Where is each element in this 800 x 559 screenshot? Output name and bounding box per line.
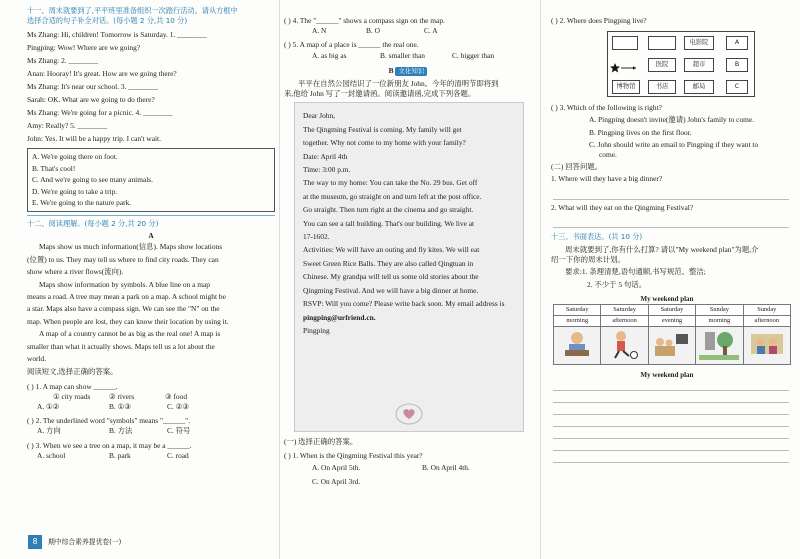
option: A. as big as	[312, 50, 347, 60]
column-right	[551, 6, 783, 474]
section-b-label: B	[388, 65, 394, 75]
column-divider	[540, 0, 541, 559]
answer-line	[553, 227, 789, 228]
route-map	[607, 31, 755, 97]
map-option-a: A	[726, 36, 748, 50]
passage-line: Maps show information by symbols. A blue line on a map	[39, 279, 210, 289]
question-1: ( ) 1. A map can show ______.	[27, 381, 118, 391]
question-3: ( ) 3. When we see a tree on a map, it may be a ______.	[27, 440, 192, 450]
question-2c: ( ) 2. Where does Pingping live?	[551, 16, 647, 25]
plan-time: afternoon	[743, 316, 790, 327]
answer-question-2: 2. What will they eat on the Qingming Festival?	[551, 202, 694, 212]
plan-day: Saturday	[648, 305, 695, 316]
dialogue-line: Pingping: Wow! Where are we going?	[27, 43, 141, 53]
column-divider	[279, 0, 280, 559]
section-b-header	[284, 66, 532, 76]
optbox-line: C. And we're going to see many animals.	[32, 175, 153, 185]
dialogue-line: Sarah: OK. What are we going to do there?	[27, 95, 155, 105]
passage-line: means a road. A tree may mean a park on a map. A school might be	[27, 291, 226, 301]
option: ③ food	[165, 391, 188, 401]
optbox-line: D. We're going to take a trip.	[32, 186, 118, 196]
writing-line	[553, 462, 789, 463]
soccer-picture-icon	[601, 327, 648, 365]
question-1-options	[37, 402, 275, 412]
passage-line: show where a river flows(流向).	[27, 267, 124, 277]
option: A. Pingping doesn't invite(邀请) John's family to come.	[589, 115, 755, 125]
intro-text: 平平在自然公园结识了一位新朋友 John。今年的清明节即将到	[298, 79, 499, 89]
option: A. school	[37, 450, 66, 460]
writing-line	[553, 426, 789, 427]
map-hospital: 医院	[648, 58, 676, 72]
option: ② rivers	[109, 391, 135, 401]
passage-line: map. When people are lost, they can know their location by using it.	[27, 316, 229, 326]
option: A. On April 5th.	[312, 462, 361, 472]
plan-time: morning	[554, 316, 601, 327]
passage-line: a star. Maps also have a compass sign. We can see the "N" on the	[27, 304, 220, 314]
passage-line: world.	[27, 353, 47, 363]
passage-line: smaller than what it actually shows. Maps tell us a lot about the	[27, 341, 215, 351]
question-instruction: 阅读短文,选择正确的答案。	[27, 367, 118, 377]
optbox-line: A. We're going there on foot.	[32, 152, 118, 162]
plan-time: evening	[648, 316, 695, 327]
optbox-line: B. That's cool!	[32, 163, 76, 173]
map-supermarket: 超市	[684, 58, 714, 72]
plan-day: Saturday	[601, 305, 648, 316]
writing-prompt-cont: 绍一下你的周末计划。	[551, 255, 625, 265]
letter-line: at the museum, go straight on and turn left at the post office.	[303, 191, 482, 201]
passage-label: A	[148, 231, 154, 241]
passage	[27, 241, 275, 365]
page-number: 8	[28, 535, 42, 549]
letter-line: pingping@urfriend.cn.	[303, 312, 376, 322]
writing-line	[553, 450, 789, 451]
option: B. park	[109, 450, 131, 460]
reading-picture-icon	[554, 327, 601, 365]
passage-line: A map of a country cannot be as big as the real one! A map is	[39, 329, 221, 339]
letter-line: 17-1602.	[303, 232, 330, 242]
part-2-title: (二) 回答问题。	[551, 162, 603, 172]
intro-text-cont: 来,他给 John 写了一封邀请函。阅读邀请函,完成下列各题。	[284, 89, 476, 99]
letter-line: Chinese. My grandpa will tell us some old stories about the	[303, 272, 479, 282]
question-1-items	[53, 392, 275, 402]
writing-line	[553, 402, 789, 403]
dialogue-line: John: Yes. It will be a happy trip. I can't wait.	[27, 134, 161, 144]
section-divider	[27, 215, 275, 216]
option: A. N	[312, 26, 327, 36]
map-blank-building	[648, 36, 676, 50]
plan-days-row	[554, 305, 791, 316]
map-option-c: C	[726, 80, 748, 94]
footer-title: 期中综合素养提优卷(一)	[48, 538, 122, 546]
question-4-options	[312, 26, 532, 36]
invitation-letter	[294, 102, 524, 432]
plan-day: Sunday	[743, 305, 790, 316]
question-5: ( ) 5. A map of a place is ______ the real one.	[284, 40, 419, 50]
question-3c: ( ) 3. Which of the following is right?	[551, 103, 662, 113]
plan-day: Sunday	[696, 305, 743, 316]
option: A. 方向	[37, 426, 61, 436]
dialogue-line: Anan: Hooray! It's great. How are we going there?	[27, 69, 177, 79]
option: C. John should write an email to Pingping if they want to	[589, 139, 759, 149]
option: A. ①②	[37, 401, 60, 411]
writing-prompt: 周末就要到了,你有什么打算? 请以"My weekend plan"为题,介	[565, 245, 759, 255]
question-5-options	[312, 51, 532, 61]
map-cinema: 电影院	[684, 36, 714, 50]
plan-table-title: My weekend plan	[640, 294, 694, 303]
question-4: ( ) 4. The "______" shows a compass sign on the map.	[284, 16, 445, 25]
option: C. road	[167, 450, 189, 460]
letter-line: You can see a tall building. That's our building. We live at	[303, 218, 475, 228]
answer-line	[553, 199, 789, 200]
dialogue	[27, 28, 275, 145]
letter-line: Pingping	[303, 325, 330, 335]
option: C. On April 3rd.	[312, 477, 361, 487]
plan-times-row	[554, 316, 791, 327]
shopping-picture-icon	[743, 327, 790, 365]
letter-line: Activities: We will have an outing and fly kites. We will eat	[303, 245, 480, 255]
question-3-options	[37, 451, 275, 461]
optbox-line: E. We're going to the nature park.	[32, 198, 132, 208]
option: C. ②③	[167, 401, 189, 411]
options-box	[27, 148, 275, 212]
option: B. On April 4th.	[422, 462, 470, 472]
section-12-title: 十二、阅读理解。(每小题 2 分,共 20 分)	[27, 218, 159, 228]
letter-line: RSVP: Will you come? Please write back soon. My email address is	[303, 299, 505, 309]
start-star-arrow-icon	[610, 62, 638, 74]
culture-badge: 文化知识	[395, 67, 427, 76]
option: B. ①③	[109, 401, 131, 411]
writing-requirement-1: 要求:1. 条理清楚,语句通顺,书写规范、整洁;	[565, 267, 706, 277]
question-1b: ( ) 1. When is the Qingming Festival this year?	[284, 450, 423, 460]
option: C. A	[424, 26, 438, 36]
dialogue-line: Ms Zhang: We're going for a picnic. 4. ________	[27, 108, 173, 118]
letter-line: Go straight. Then turn right at the cinema and go straight.	[303, 205, 474, 215]
weekend-plan-table	[553, 304, 791, 365]
letter-body	[303, 109, 515, 337]
letter-line: together. Why not come to my home with your family?	[303, 138, 466, 148]
plan-time: morning	[696, 316, 743, 327]
answer-question-1: 1. Where will they have a big dinner?	[551, 174, 663, 184]
plan-time: afternoon	[601, 316, 648, 327]
section-11-title: 十一、周末就要到了,平平班里准备组织一次踏行活动。请从方框中	[27, 6, 238, 15]
option: B. Pingping lives on the first floor.	[589, 127, 692, 137]
section-13-title: 十三、书面表达。(共 10 分)	[551, 231, 643, 241]
option: B. smaller than	[380, 50, 425, 60]
letter-line: Sweet Green Rice Balls. They are also called Qingtuan in	[303, 258, 474, 268]
letter-line: The Qingming Festival is coming. My family will get	[303, 124, 462, 134]
writing-title: My weekend plan	[640, 371, 694, 380]
plan-pictures-row	[554, 327, 791, 365]
map-museum: 博物馆	[612, 80, 640, 94]
passage-line: Maps show us much information(信息). Maps show locations	[39, 242, 223, 252]
passage-line: (位置) to us. They may tell us where to find city roads. They can	[27, 254, 219, 264]
dialogue-line: Ms Zhang: Hi, children! Tomorrow is Saturday. 1. ________	[27, 30, 207, 40]
writing-requirement-2: 2. 不少于 5 句话。	[587, 279, 647, 289]
family-tv-picture-icon	[648, 327, 695, 365]
question-2: ( ) 2. The underlined word "symbols" means "______".	[27, 416, 191, 426]
dialogue-line: Amy: Really? 5. ________	[27, 121, 108, 131]
park-picture-icon	[696, 327, 743, 365]
option: B. O	[366, 26, 380, 36]
letter-line: Dear John,	[303, 111, 336, 121]
map-option-b: B	[726, 58, 748, 72]
map-post-office: 邮局	[684, 80, 714, 94]
option: B. 方法	[109, 426, 133, 436]
map-blank-building	[612, 36, 638, 50]
heart-stamp-icon	[395, 403, 423, 425]
writing-line	[553, 438, 789, 439]
section-11-title-cont: 选择合适的句子补全对话。(每小题 2 分,共 10 分)	[27, 16, 188, 26]
letter-line: Date: April 4th	[303, 151, 348, 161]
question-2-options	[37, 426, 275, 436]
question-1b-options	[312, 463, 532, 473]
letter-line: Qingming Festival. And we will have a big dinner at home.	[303, 285, 479, 295]
option: C. 符号	[167, 426, 191, 436]
option: ① city roads	[53, 391, 91, 401]
option-cont: come.	[599, 150, 617, 160]
letter-line: The way to my home: You can take the No. 29 bus. Get off	[303, 178, 478, 188]
writing-line	[553, 390, 789, 391]
letter-line: Time: 3:00 p.m.	[303, 165, 351, 175]
column-middle	[284, 6, 532, 487]
dialogue-line: Ms Zhang: It's near our school. 3. ________	[27, 82, 158, 92]
option: C. bigger than	[452, 50, 495, 60]
plan-day: Saturday	[554, 305, 601, 316]
column-left	[27, 6, 275, 461]
writing-line	[553, 414, 789, 415]
part-1-title: (一) 选择正确的答案。	[284, 437, 358, 447]
dialogue-line: Ms Zhang: 2. ________	[27, 56, 99, 66]
map-bookstore: 书店	[648, 80, 676, 94]
